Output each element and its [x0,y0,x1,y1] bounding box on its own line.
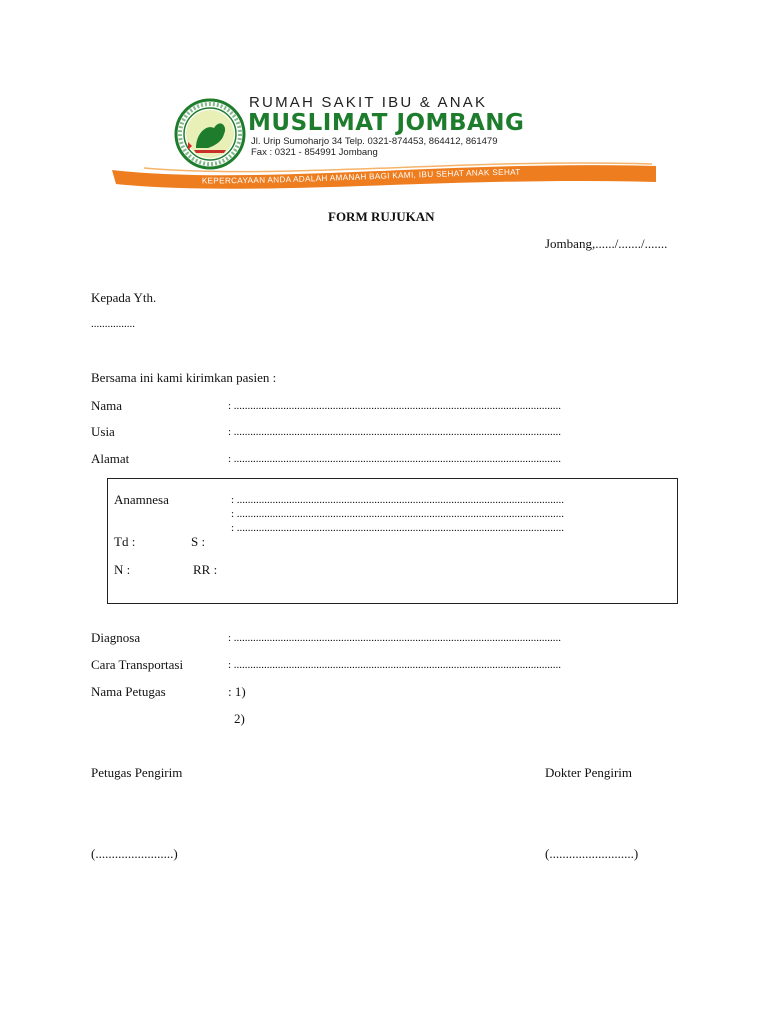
anamnesa-line-3[interactable]: : ....................................................................................................................... [231,522,565,534]
address-label: Alamat [91,451,130,466]
diagnosis-label: Diagnosa [91,630,141,645]
sender-officer-label: Petugas Pengirim [91,765,183,780]
address-field[interactable]: : ....................................................................................................................... [228,453,562,465]
officer-label: Nama Petugas [91,684,166,699]
rr-label: RR : [193,562,218,577]
hospital-fax: Fax : 0321 - 854991 Jombang [251,147,378,158]
s-label: S : [191,534,206,549]
tagline-banner [104,84,664,196]
hospital-name: MUSLIMAT JOMBANG [248,110,525,136]
transport-label: Cara Transportasi [91,657,184,672]
anamnesa-label: Anamnesa [114,492,169,507]
hospital-address: Jl. Urip Sumoharjo 34 Telp. 0321-874453, 864412, 861479 [251,136,498,147]
sender-doctor-label: Dokter Pengirim [545,765,633,780]
n-label: N : [114,562,131,577]
hospital-type: RUMAH SAKIT IBU & ANAK [249,94,488,111]
sender-officer-signature[interactable]: (........................) [91,846,178,861]
age-label: Usia [91,424,115,439]
diagnosis-field[interactable]: : ....................................................................................................................... [228,632,562,644]
transport-field[interactable]: : ....................................................................................................................... [228,659,562,671]
anamnesa-line-2[interactable]: : ....................................................................................................................... [231,508,565,520]
recipient-field[interactable]: ................ [91,318,135,330]
hospital-tagline: KEPERCAYAAN ANDA ADALAH AMANAH BAGI KAMI, IBU SEHAT ANAK SEHAT [201,167,521,186]
name-label: Nama [91,398,123,413]
intro-text: Bersama ini kami kirimkan pasien : [91,370,277,385]
date-line[interactable]: Jombang,....../......./....... [545,236,668,251]
sender-doctor-signature[interactable]: (..........................) [545,846,639,861]
age-field[interactable]: : ....................................................................................................................... [228,426,562,438]
td-label: Td : [114,534,136,549]
name-field[interactable]: : ....................................................................................................................... [228,400,562,412]
letterhead [104,84,664,196]
officer-2-field[interactable]: 2) [234,711,245,726]
form-title: FORM RUJUKAN [328,209,435,224]
anamnesa-line-1[interactable]: : ....................................................................................................................... [231,494,565,506]
officer-1-field[interactable]: : 1) [228,684,246,699]
recipient-label: Kepada Yth. [91,290,157,305]
